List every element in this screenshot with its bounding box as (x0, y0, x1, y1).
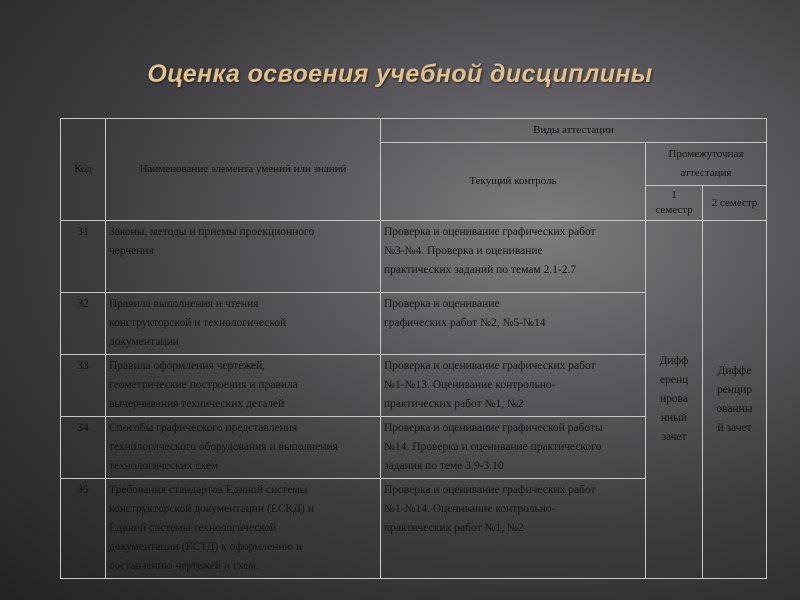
header-intermediate-line: аттестация (680, 167, 732, 179)
row-name-line: геометрические построения и правила (109, 379, 298, 391)
semester-1-result (646, 221, 703, 579)
row-control-line: практических работ №1, №2 (384, 522, 524, 534)
row-name-line: конструкторской документации (ЕСКД) и (109, 503, 314, 515)
semester-2-result-line: ренцир (716, 383, 753, 396)
row-control-line: Проверка и оценивание графических работ (384, 360, 596, 372)
row-control (381, 355, 646, 417)
row-control-line: практических заданий по темам 2.1-2.7 (384, 264, 577, 276)
row-name-line: Правила выполнения и чтения (109, 298, 259, 310)
semester-1-result-line: ирова (659, 393, 689, 405)
row-name-line: документации (109, 336, 179, 348)
header-semester-1 (646, 186, 703, 221)
row-name-line: Единой системы технологической (109, 522, 277, 534)
header-semester-2: 2 семестр (703, 186, 767, 221)
header-intermediate (646, 143, 767, 186)
row-control (381, 293, 646, 355)
row-control (381, 479, 646, 579)
header-semester-1-line: семестр (655, 204, 693, 216)
semester-2-result (703, 221, 767, 579)
header-semester-1-line: 1 (671, 189, 677, 201)
row-name-line: документации (ЕСТД) к оформлению и (109, 541, 303, 553)
row-name (106, 355, 381, 417)
row-control-line: практических работ №1, №2 (384, 398, 524, 410)
row-control-line: Проверка и оценивание (384, 298, 500, 310)
row-name (106, 417, 381, 479)
semester-2-result-line: ованны (716, 402, 753, 415)
row-name (106, 221, 381, 293)
semester-1-result-line: зачет (661, 431, 687, 443)
row-control-line: задания по теме 3.9-3.10 (384, 460, 504, 472)
row-name-line: Способы графического представления (109, 422, 298, 434)
semester-1-result-line: еренц (659, 374, 689, 386)
row-name-line: Законы, методы и приемы проекционного (109, 226, 315, 238)
row-name-line: вычерчивания технических деталей (109, 398, 285, 410)
row-code: З3 (61, 355, 106, 417)
row-code: З5 (61, 479, 106, 579)
row-code: З4 (61, 417, 106, 479)
row-name-line: Правила оформления чертежей, (109, 360, 266, 372)
row-control-line: №14. Проверка и оценивание практического (384, 441, 602, 453)
page-title: Оценка освоения учебной дисциплины (147, 60, 653, 88)
row-name-line: черчения (109, 245, 154, 257)
row-control (381, 221, 646, 293)
row-name-line: составлению чертежей и схем. (109, 560, 259, 572)
header-current-control: Текущий контроль (381, 143, 646, 221)
header-intermediate-line: Промежуточная (668, 148, 744, 160)
row-code: З1 (61, 221, 106, 293)
row-control-line: Проверка и оценивание графических работ (384, 226, 596, 238)
row-control-line: графических работ №2, №5-№14 (384, 317, 546, 329)
row-name-line: Требования стандартов Единой системы (109, 484, 308, 496)
row-control-line: №3-№4. Проверка и оценивание (384, 245, 543, 257)
row-code: З2 (61, 293, 106, 355)
row-name (106, 479, 381, 579)
header-attestation-types: Виды аттестации (381, 119, 767, 143)
row-name-line: технологических схем (109, 460, 219, 472)
semester-1-result-line: нный (660, 412, 688, 424)
semester-2-result-line: Диффе (717, 364, 752, 377)
semester-1-result-line: Дифф (659, 355, 689, 367)
row-control-line: №1-№14. Оценивание контрольно- (384, 503, 556, 515)
header-code: Код (61, 119, 106, 221)
row-name-line: конструкторской и технологической (109, 317, 287, 329)
header-name: Наименование элемента умений или знаний (106, 119, 381, 221)
row-control-line: №1-№13. Оценивание контрольно- (384, 379, 556, 391)
row-control-line: Проверка и оценивание графической работы (384, 422, 603, 434)
row-name-line: технологического оборудования и выполнения (109, 441, 338, 453)
attestation-table (60, 118, 767, 579)
row-control (381, 417, 646, 479)
semester-2-result-line: й зачет (717, 421, 752, 434)
row-name (106, 293, 381, 355)
row-control-line: Проверка и оценивание графических работ (384, 484, 596, 496)
